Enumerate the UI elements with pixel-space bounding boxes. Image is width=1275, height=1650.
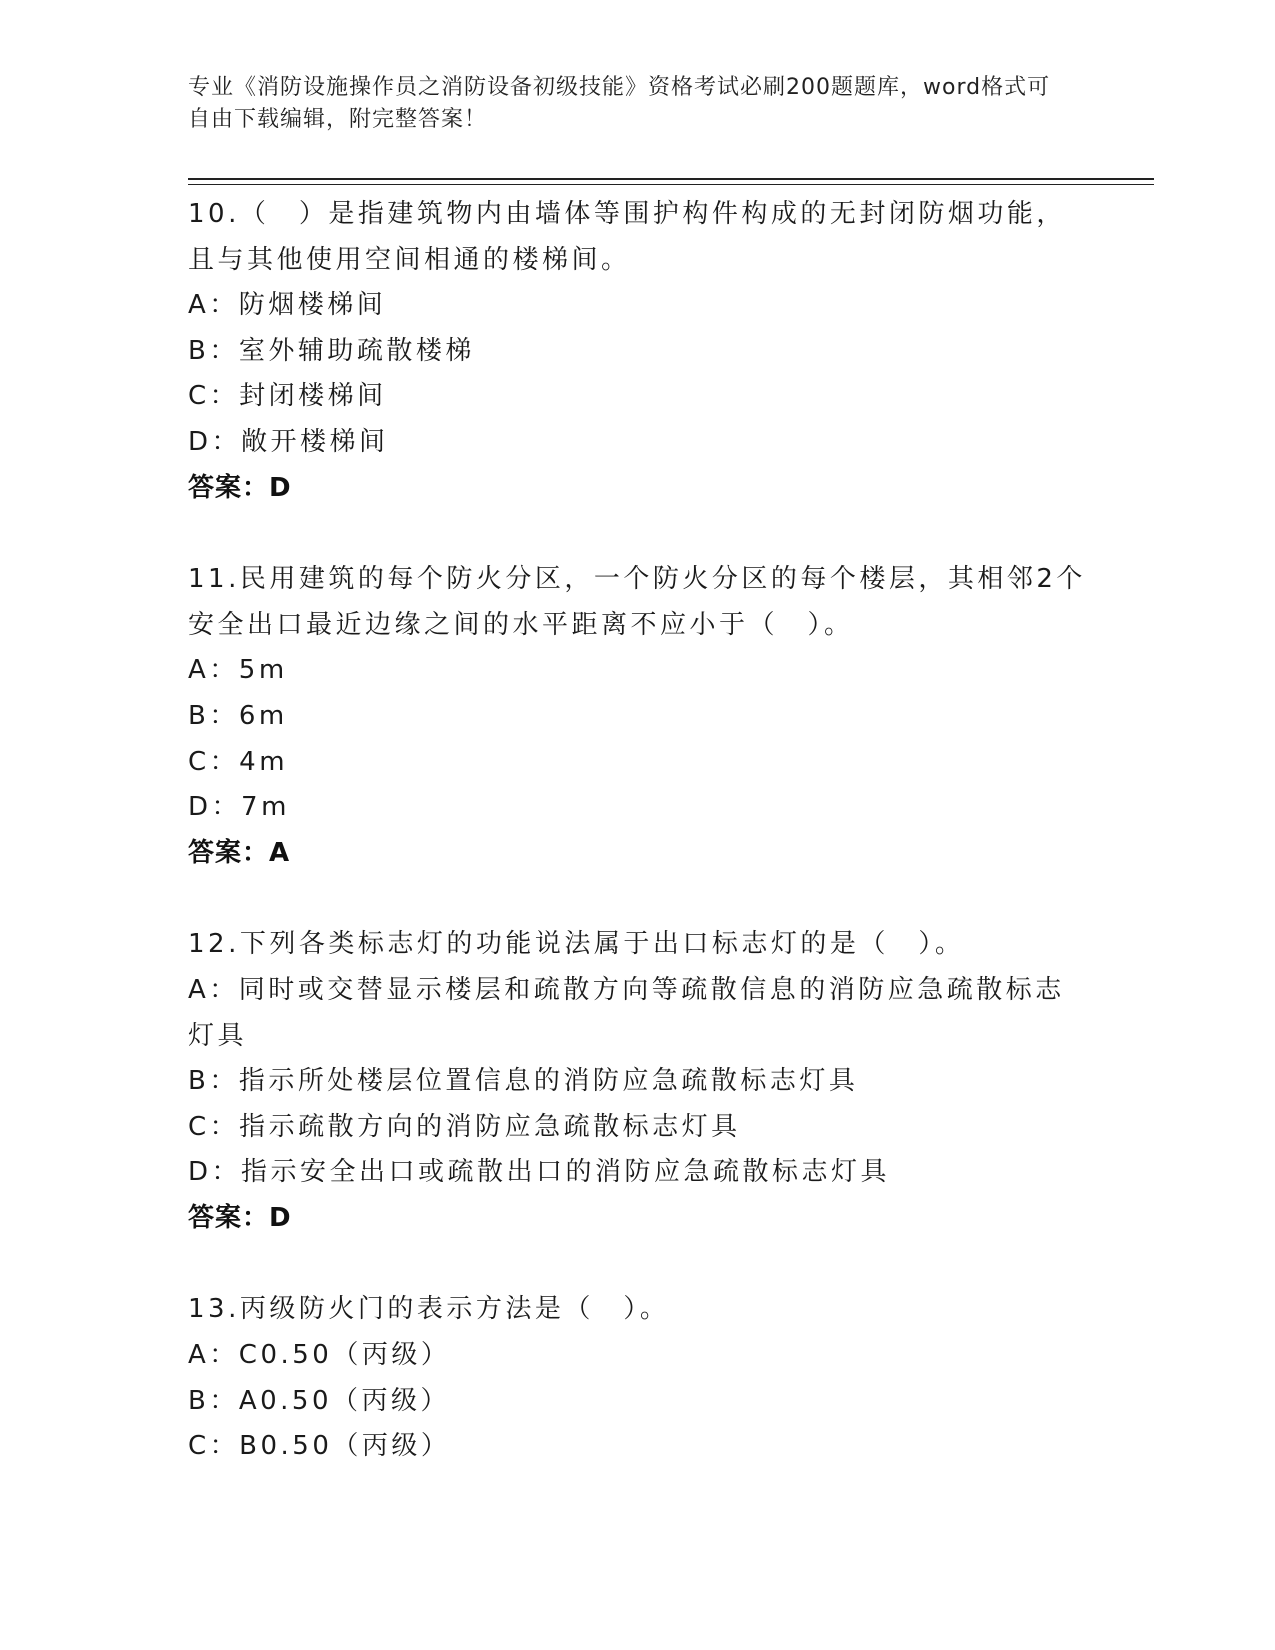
question-stem: 13.丙级防火门的表示方法是（ ）。 — [188, 1294, 670, 1325]
question-stem: 10.（ ）是指建筑物内由墙体等围护构件构成的无封闭防烟功能，且与其他使用空间相通的楼梯间。 — [188, 199, 1066, 275]
option-a: A：防烟楼梯间 — [188, 290, 387, 321]
option-c: C：4m — [188, 746, 289, 777]
question-stem: 11.民用建筑的每个防火分区，一个防火分区的每个楼层，其相邻2个安全出口最近边缘之间的水平距离不应小于（ ）。 — [188, 564, 1086, 640]
answer-label: 答案：D — [188, 1202, 292, 1233]
option-d: D：敞开楼梯间 — [188, 426, 389, 457]
question-spacer — [188, 876, 1088, 922]
option-c: C：封闭楼梯间 — [188, 381, 387, 412]
header-divider-thick — [188, 178, 1154, 180]
question-10 — [188, 192, 1088, 511]
question-13 — [188, 1287, 1088, 1469]
question-12 — [188, 922, 1088, 1241]
option-b: B：A0.50（丙级） — [188, 1385, 451, 1416]
question-stem: 12.下列各类标志灯的功能说法属于出口标志灯的是（ ）。 — [188, 929, 965, 960]
question-spacer — [188, 511, 1088, 557]
question-11 — [188, 557, 1088, 876]
option-c: C：指示疏散方向的消防应急疏散标志灯具 — [188, 1111, 741, 1142]
option-d: D：7m — [188, 792, 290, 823]
option-b: B：指示所处楼层位置信息的消防应急疏散标志灯具 — [188, 1066, 859, 1097]
question-list — [188, 192, 1088, 1470]
question-spacer — [188, 1241, 1088, 1287]
option-d: D：指示安全出口或疏散出口的消防应急疏散标志灯具 — [188, 1157, 891, 1188]
option-b: B：室外辅助疏散楼梯 — [188, 335, 475, 366]
header-divider-thin — [188, 184, 1154, 185]
option-a: A：同时或交替显示楼层和疏散方向等疏散信息的消防应急疏散标志灯具 — [188, 974, 1065, 1051]
option-b: B：6m — [188, 700, 288, 731]
answer-label: 答案：A — [188, 837, 291, 868]
option-c: C：B0.50（丙级） — [188, 1431, 451, 1462]
option-a: A：C0.50（丙级） — [188, 1340, 451, 1371]
answer-label: 答案：D — [188, 472, 292, 503]
option-a: A：5m — [188, 655, 288, 686]
document-header: 专业《消防设施操作员之消防设备初级技能》资格考试必刷200题题库，word格式可自由下载编辑，附完整答案！ — [188, 75, 1051, 132]
